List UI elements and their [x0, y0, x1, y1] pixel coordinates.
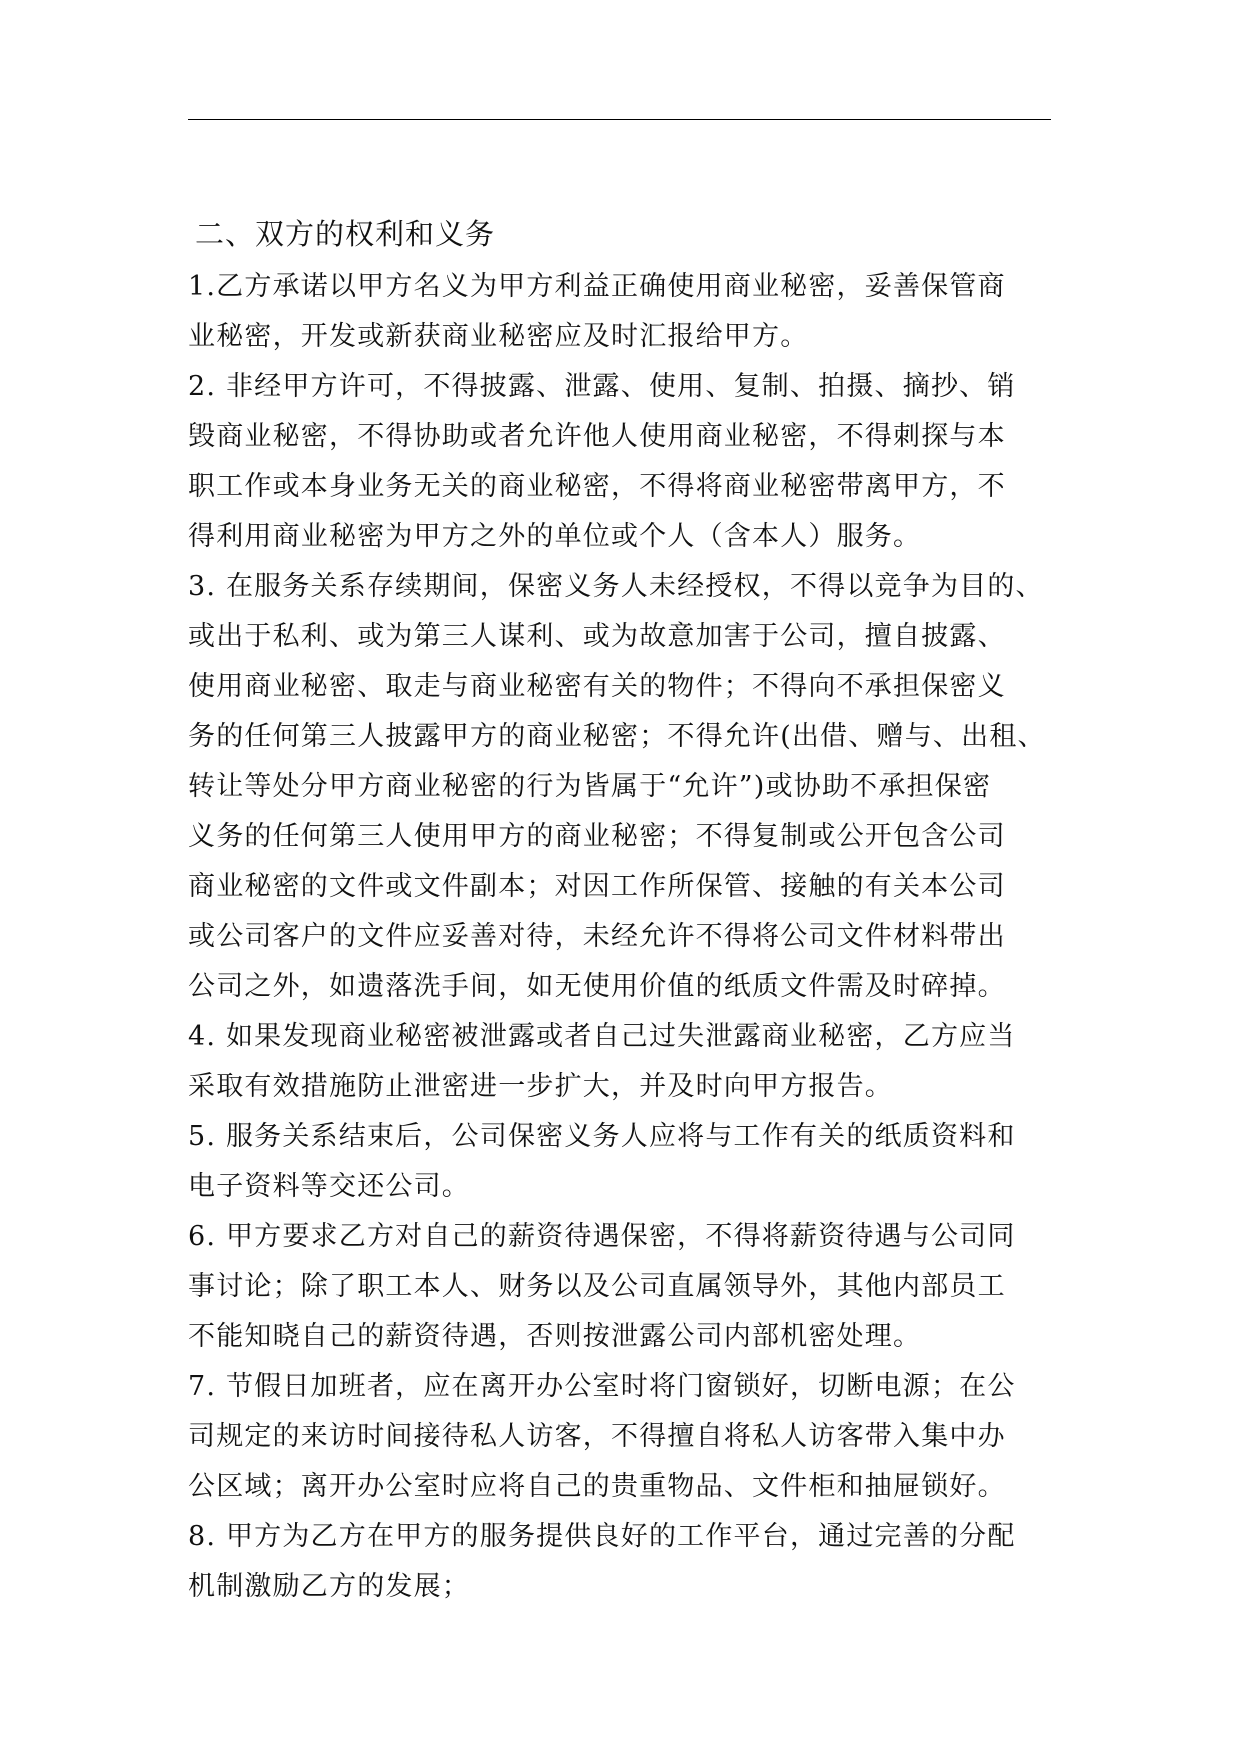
clause-line: 8. 甲方为乙方在甲方的服务提供良好的工作平台，通过完善的分配 — [188, 1521, 1016, 1552]
clause-line: 6. 甲方要求乙方对自己的薪资待遇保密，不得将薪资待遇与公司同 — [188, 1221, 1016, 1252]
clause-line: 司规定的来访时间接待私人访客，不得擅自将私人访客带入集中办 — [188, 1421, 1006, 1452]
header-rule — [188, 119, 1051, 120]
clause-line: 3. 在服务关系存续期间，保密义务人未经授权，不得以竞争为目的、 — [188, 571, 1044, 602]
clause-item — [188, 1212, 1058, 1362]
section-heading: 二、双方的权利和义务 — [195, 217, 496, 251]
clause-line: 1.乙方承诺以甲方名义为甲方利益正确使用商业秘密，妥善保管商 — [188, 271, 1006, 302]
clause-line: 转让等处分甲方商业秘密的行为皆属于“允许”)或协助不承担保密 — [188, 771, 992, 802]
clause-item — [188, 362, 1058, 562]
clause-line: 7. 节假日加班者，应在离开办公室时将门窗锁好，切断电源；在公 — [188, 1371, 1016, 1402]
clause-item — [188, 562, 1058, 1012]
clause-line: 2. 非经甲方许可，不得披露、泄露、使用、复制、拍摄、摘抄、销 — [188, 371, 1016, 402]
clause-line: 采取有效措施防止泄密进一步扩大，并及时向甲方报告。 — [188, 1071, 893, 1102]
clause-line: 公司之外，如遗落洗手间，如无使用价值的纸质文件需及时碎掉。 — [188, 971, 1006, 1002]
clause-line: 或出于私利、或为第三人谋利、或为故意加害于公司，擅自披露、 — [188, 621, 1006, 652]
clause-line: 使用商业秘密、取走与商业秘密有关的物件；不得向不承担保密义 — [188, 671, 1006, 702]
clause-line: 商业秘密的文件或文件副本；对因工作所保管、接触的有关本公司 — [188, 871, 1006, 902]
clause-line: 义务的任何第三人使用甲方的商业秘密；不得复制或公开包含公司 — [188, 821, 1006, 852]
clause-line: 务的任何第三人披露甲方的商业秘密；不得允许(出借、赠与、出租、 — [188, 721, 1046, 752]
clause-item — [188, 262, 1058, 362]
clause-line: 得利用商业秘密为甲方之外的单位或个人（含本人）服务。 — [188, 521, 922, 552]
clause-line: 电子资料等交还公司。 — [188, 1171, 470, 1202]
clause-item — [188, 1012, 1058, 1112]
clause-line: 4. 如果发现商业秘密被泄露或者自己过失泄露商业秘密，乙方应当 — [188, 1021, 1016, 1052]
clause-line: 毁商业秘密，不得协助或者允许他人使用商业秘密，不得刺探与本 — [188, 421, 1006, 452]
clause-list — [188, 262, 1058, 1612]
clause-item — [188, 1512, 1058, 1612]
clause-line: 5. 服务关系结束后，公司保密义务人应将与工作有关的纸质资料和 — [188, 1121, 1016, 1152]
clause-item — [188, 1362, 1058, 1512]
clause-line: 业秘密，开发或新获商业秘密应及时汇报给甲方。 — [188, 321, 809, 352]
clause-line: 不能知晓自己的薪资待遇，否则按泄露公司内部机密处理。 — [188, 1321, 922, 1352]
clause-item — [188, 1112, 1058, 1212]
clause-line: 职工作或本身业务无关的商业秘密，不得将商业秘密带离甲方，不 — [188, 471, 1006, 502]
clause-line: 或公司客户的文件应妥善对待，未经允许不得将公司文件材料带出 — [188, 921, 1006, 952]
clause-line: 事讨论；除了职工本人、财务以及公司直属领导外，其他内部员工 — [188, 1271, 1006, 1302]
clause-line: 公区域；离开办公室时应将自己的贵重物品、文件柜和抽屉锁好。 — [188, 1471, 1006, 1502]
clause-line: 机制激励乙方的发展； — [188, 1571, 470, 1602]
